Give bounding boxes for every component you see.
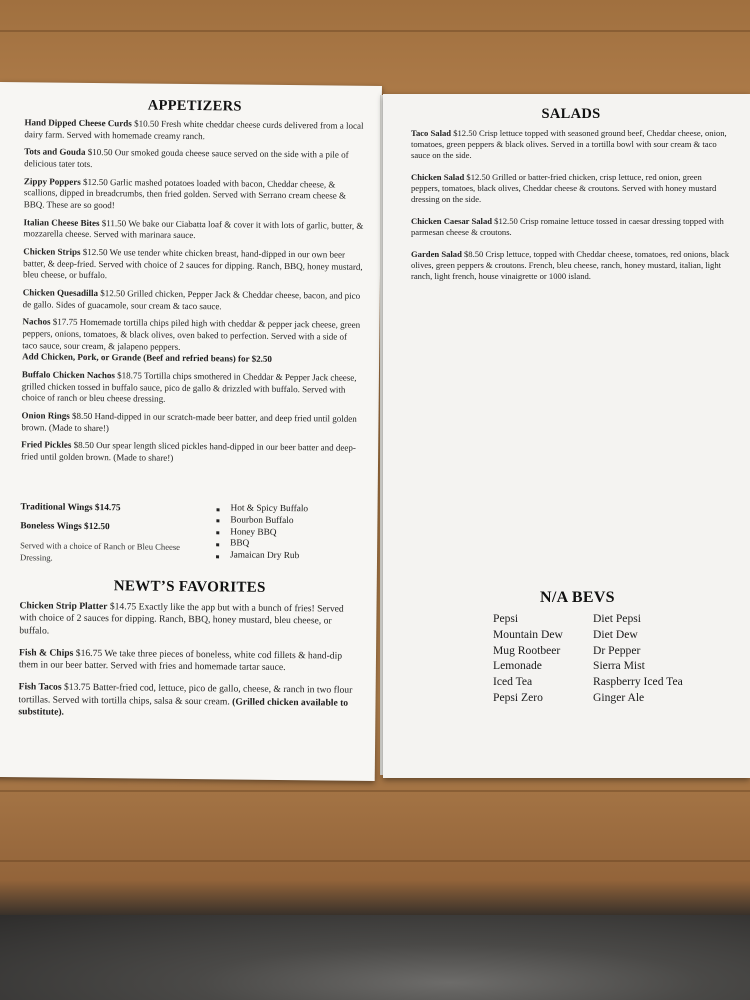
wings-section <box>20 502 366 576</box>
list-item: Pepsi Zero <box>493 690 543 704</box>
menu-item: Onion Rings $8.50 Hand-dipped in our scratch-made beer batter, and deep fried until golden brown. (Made to share!) <box>21 410 357 433</box>
tablecloth <box>0 915 750 1000</box>
list-item: Diet Dew <box>593 627 638 641</box>
menu-item: Chicken Caesar Salad $12.50 Crisp romaine lettuce tossed in caesar dressing topped with parmesan cheese & croutons. <box>411 216 724 237</box>
wings-note: Served with a choice of Ranch or Bleu Cheese Dressing. <box>19 540 181 563</box>
menu-item: Nachos $17.75 Homemade tortilla chips piled high with cheddar & pepper jack cheese, green peppers, onions, tomatoes, & black olives, oven baked to perfection. Served with a side of taco sauce, sour cream, & jalapeno peppers. Add Chicken, Pork, or Grande (Beef and refried beans) for $2.50 <box>22 317 362 367</box>
list-item: Hot & Spicy Buffalo <box>216 503 308 516</box>
menu-item: Zippy Poppers $12.50 Garlic mashed potatoes loaded with bacon, Cheddar cheese, & scallions, dipped in breadcrumbs, then fried golden. Served with Serrano cream cheese & BBQ. These are so good! <box>23 176 347 211</box>
menu-item: Chicken Strip Platter $14.75 Exactly like the app but with a bunch of fries! Served with choice of 2 sauces for dipping. Ranch, BBQ, honey mustard, bleu cheese, or buffalo. <box>19 600 344 637</box>
traditional-wings: Traditional Wings $14.75 <box>20 502 121 514</box>
fish-tacos-note: (Grilled chicken available to substitute). <box>18 696 349 718</box>
menu-item: Garden Salad $8.50 Crisp lettuce, topped with Cheddar cheese, tomatoes, red onions, black olives, green peppers & croutons. French, bleu cheese, ranch, honey mustard, italian, light ranch, light french, house vinaigrette or 1000 island. <box>411 249 730 281</box>
salads-section <box>411 106 731 293</box>
list-item: Iced Tea <box>493 675 533 689</box>
menu-item: Italian Cheese Bites $11.50 We bake our Ciabatta loaf & cover it with lots of garlic, butter, & mozzarella cheese. Served with marinara sauce. <box>23 216 364 241</box>
list-item: Diet Pepsi <box>593 612 641 625</box>
menu-right-page <box>383 94 750 778</box>
list-item: Raspberry Iced Tea <box>593 675 683 689</box>
menu-item: Fish Tacos $13.75 Batter-fried cod, lettuce, pico de gallo, cheese, & ranch in two flour tortillas. Served with tortilla chips, salsa & sour cream. (Grilled chicken available to substitute). <box>18 681 353 718</box>
list-item: Dr Pepper <box>593 643 641 657</box>
menu-left-page <box>0 82 382 781</box>
list-item: BBQ <box>216 539 308 552</box>
wings-prices <box>20 502 206 565</box>
boneless-wings: Boneless Wings $12.50 <box>20 521 110 533</box>
beverage-list <box>493 611 733 706</box>
favorites-section <box>18 577 360 732</box>
list-item: Bourbon Buffalo <box>216 515 308 528</box>
list-item: Mug Rootbeer <box>493 643 561 657</box>
menu-item: Hand Dipped Cheese Curds $10.50 Fresh white cheddar cheese curds delivered from a local dairy farm. Served with homemade creamy ranch. <box>24 117 364 141</box>
menu-item: Buffalo Chicken Nachos $18.75 Tortilla chips smothered in Cheddar & Pepper Jack cheese, grilled chicken tossed in buffalo sauce, pico de gallo & drizzled with buffalo. Served with choice of ranch or bleu cheese dressing. <box>21 369 357 404</box>
list-item: Pepsi <box>493 612 519 625</box>
menu-item: Fish & Chips $16.75 We take three pieces of boneless, white cod fillets & hand-dip them in our beer batter. Served with fries and homemade tartar sauce. <box>18 647 343 674</box>
list-item: Ginger Ale <box>593 690 645 704</box>
appetizers-title: APPETIZERS <box>147 97 242 115</box>
list-item: Lemonade <box>493 659 542 673</box>
beverages-section <box>493 589 733 706</box>
favorites-title: NEWT’S FAVORITES <box>113 578 266 596</box>
menu-item: Chicken Quesadilla $12.50 Grilled chicken, Pepper Jack & Cheddar cheese, bacon, and pico de gallo. Sides of guacamole, sour cream & taco sauce. <box>22 287 361 311</box>
wing-sauce-list <box>216 503 308 563</box>
list-item: Honey BBQ <box>216 527 308 540</box>
menu-item: Taco Salad $12.50 Crisp lettuce topped with seasoned ground beef, Cheddar cheese, onion, tomatoes, green peppers & black olives. Served in a tortilla bowl with sour cream & taco sauce on the side. <box>411 128 727 160</box>
menu-item: Chicken Strips $12.50 We use tender white chicken breast, hand-dipped in our own beer batter, & deep-fried. Served with choice of 2 sauces for dipping. Ranch, BBQ, honey mustard, bleu cheese, or buffalo. <box>22 246 363 281</box>
list-item: Sierra Mist <box>593 659 645 673</box>
list-item: Mountain Dew <box>493 627 563 641</box>
menu-item: Tots and Gouda $10.50 Our smoked gouda cheese sauce served on the side with a pile of delicious tater tots. <box>24 146 349 169</box>
menu-item: Chicken Salad $12.50 Grilled or batter-fried chicken, crisp lettuce, red onion, green peppers, tomatoes, black olives, Cheddar cheese & croutons. Served with honey mustard dressing on the side. <box>411 172 717 204</box>
nachos-addon: Add Chicken, Pork, or Grande (Beef and refried beans) for $2.50 <box>22 351 272 365</box>
salads-title: SALADS <box>541 106 601 122</box>
beverages-title: N/A BEVS <box>540 589 615 606</box>
menu-item: Fried Pickles $8.50 Our spear length sliced pickles hand-dipped in our beer batter and deep-fried until golden brown. (Made to share!) <box>21 439 356 463</box>
list-item: Jamaican Dry Rub <box>216 550 308 563</box>
appetizers-section <box>21 96 365 472</box>
